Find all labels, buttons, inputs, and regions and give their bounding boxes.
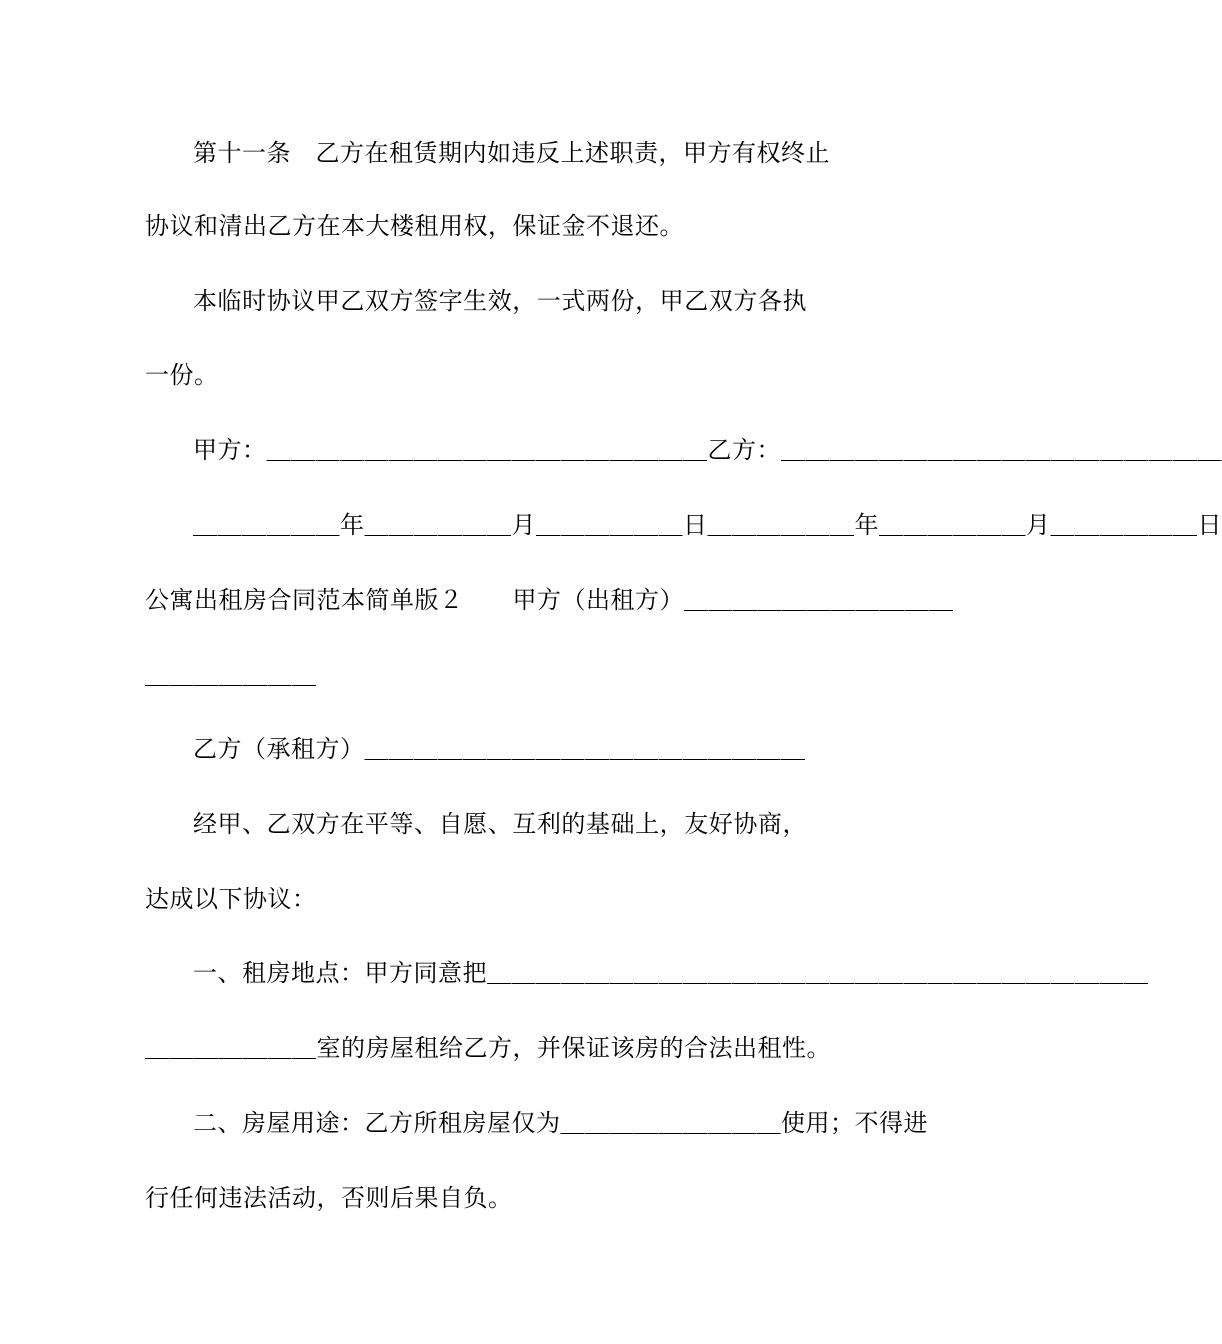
paragraph-line-article-11-cont: 协议和清出乙方在本大楼租用权，保证金不退还。 [145,212,684,240]
party-a-blank-cont: ＿＿＿＿＿＿＿ [145,661,317,689]
paragraph-line-effect-cont: 一份。 [145,361,219,389]
paragraph-line-effect: 本临时协议甲乙双方签字生效，一式两份，甲乙双方各执 [193,287,807,315]
contract-title-line: 公寓出租房合同范本简单版２ 甲方（出租方）＿＿＿＿＿＿＿＿＿＿＿ [145,586,954,614]
date-line: ＿＿＿＿＿＿年＿＿＿＿＿＿月＿＿＿＿＿＿日＿＿＿＿＿＿年＿＿＿＿＿＿月＿＿＿＿＿＿日 [193,511,1222,539]
signature-line-parties: 甲方：＿＿＿＿＿＿＿＿＿＿＿＿＿＿＿＿＿＿乙方：＿＿＿＿＿＿＿＿＿＿＿＿＿＿＿＿＿＿ [193,436,1222,464]
paragraph-line-agreement: 经甲、乙双方在平等、自愿、互利的基础上，友好协商， [193,810,807,838]
clause-1-line: 一、租房地点：甲方同意把＿＿＿＿＿＿＿＿＿＿＿＿＿＿＿＿＿＿＿＿＿＿＿＿＿＿＿ [193,959,1149,987]
paragraph-line-article-11: 第十一条 乙方在租赁期内如违反上述职责，甲方有权终止 [193,139,830,167]
clause-2-line: 二、房屋用途：乙方所租房屋仅为＿＿＿＿＿＿＿＿＿使用；不得进 [193,1109,928,1137]
clause-1-line-cont: ＿＿＿＿＿＿＿室的房屋租给乙方，并保证该房的合法出租性。 [145,1034,831,1062]
party-b-line: 乙方（承租方）＿＿＿＿＿＿＿＿＿＿＿＿＿＿＿＿＿＿ [193,735,806,763]
clause-2-line-cont: 行任何违法活动，否则后果自负。 [145,1184,513,1212]
paragraph-line-agreement-cont: 达成以下协议： [145,885,317,913]
